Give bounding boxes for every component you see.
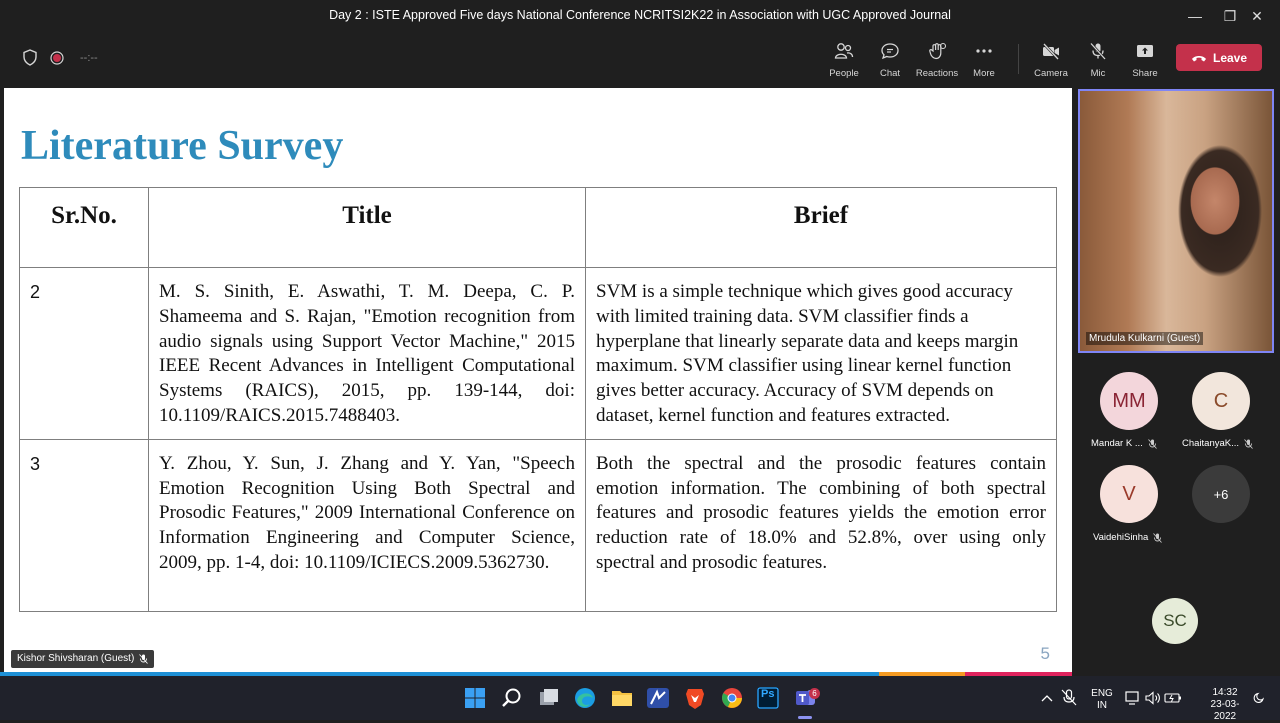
windows-start-icon[interactable]	[463, 686, 487, 710]
row-brief: SVM is a simple technique which gives good accuracy with limited training data. SVM classifier finds a hyperplane that linearly separate data and keeps margin maximum. SVM classifier using linear kernel function gives better accuracy. Accuracy of SVM depends on dataset, kernel function and features extracted.	[586, 268, 1057, 440]
minimize-button[interactable]: —	[1188, 8, 1202, 24]
participant-video-tile[interactable]	[1078, 89, 1274, 353]
share-button[interactable]	[1119, 40, 1171, 80]
table-row	[20, 439, 1057, 611]
volume-icon[interactable]	[1145, 691, 1161, 705]
slide-title: Literature Survey	[21, 123, 344, 169]
presenter-name: Kishor Shivsharan (Guest)	[17, 653, 135, 664]
more-label: More	[973, 68, 995, 79]
presentation-slide	[4, 88, 1072, 672]
window-title: Day 2 : ISTE Approved Five days National Conference NCRITSI2K22 in Association with UGC Approved Journal	[329, 8, 951, 22]
shield-icon	[22, 49, 38, 66]
table-row	[20, 268, 1057, 440]
toolbar-divider	[1018, 44, 1019, 74]
avatar-name	[1182, 438, 1253, 449]
avatar-name	[1093, 532, 1162, 543]
notifications-icon[interactable]	[1253, 692, 1265, 704]
mic-muted-icon	[1148, 439, 1157, 449]
avatar[interactable]	[1192, 372, 1250, 430]
leave-label: Leave	[1212, 50, 1248, 65]
active-app-indicator	[798, 716, 812, 719]
teams-notification-badge: 6	[809, 688, 820, 699]
slide-page-number: 5	[1040, 644, 1050, 663]
chat-label: Chat	[879, 68, 901, 79]
input-language[interactable]	[1090, 688, 1114, 712]
mic-muted-tray-icon[interactable]	[1061, 689, 1077, 706]
mic-off-icon	[1088, 42, 1108, 60]
header-brief: Brief	[586, 188, 1057, 268]
windows-taskbar	[0, 676, 1280, 720]
camera-label: Camera	[1034, 68, 1068, 79]
people-icon	[834, 42, 854, 60]
camera-off-icon	[1041, 42, 1061, 60]
share-icon	[1135, 42, 1155, 60]
avatar-name	[1091, 438, 1157, 449]
clock[interactable]	[1202, 687, 1248, 723]
edge-browser-icon[interactable]	[573, 686, 597, 710]
maximize-button[interactable]: ❐	[1223, 8, 1237, 24]
task-view-icon[interactable]	[537, 686, 561, 710]
row-sr: 3	[20, 439, 149, 611]
display-icon[interactable]	[1125, 691, 1141, 705]
more-participants-button[interactable]	[1192, 465, 1250, 523]
language-code: ENG	[1091, 688, 1113, 699]
row-brief: Both the spectral and the prosodic features contain emotion information. The combining of both spectral features and prosodic features yields the emotion error reduction rate of 18.0% and 52.8%, over using only spectral and prosodic features.	[586, 439, 1057, 611]
clock-date: 23-03-2022	[1210, 699, 1240, 722]
search-icon[interactable]	[500, 686, 524, 710]
recording-icon	[50, 51, 64, 65]
avatar-initials: SC	[1163, 611, 1187, 630]
camera-button[interactable]	[1025, 40, 1077, 80]
region-code: IN	[1097, 700, 1107, 711]
reactions-button[interactable]	[911, 40, 963, 80]
mic-muted-icon	[1153, 533, 1162, 543]
battery-icon[interactable]	[1164, 692, 1182, 704]
avatar-initials: V	[1122, 482, 1136, 505]
window-title-bar	[0, 0, 1280, 32]
meeting-toolbar	[0, 32, 1280, 86]
clock-time: 14:32	[1212, 687, 1238, 698]
video-participant-name: Mrudula Kulkarni (Guest)	[1086, 332, 1203, 345]
more-icon	[974, 42, 994, 60]
avatar-name-text: ChaitanyaK...	[1182, 438, 1240, 449]
file-explorer-icon[interactable]	[610, 686, 634, 710]
shared-content-stage	[0, 86, 1072, 676]
reactions-icon	[927, 42, 947, 60]
more-participants-count: +6	[1213, 486, 1229, 502]
close-button[interactable]: ✕	[1251, 8, 1263, 24]
chat-button[interactable]	[864, 40, 916, 80]
photoshop-icon-label: Ps	[761, 688, 775, 700]
header-sr: Sr.No.	[20, 188, 149, 268]
people-label: People	[829, 68, 859, 79]
avatar-initials: MM	[1112, 389, 1146, 412]
table-header-row	[20, 188, 1057, 268]
mic-label: Mic	[1090, 68, 1106, 79]
chevron-up-icon[interactable]	[1041, 693, 1053, 703]
brave-browser-icon[interactable]	[683, 686, 707, 710]
avatar-name-text: VaidehiSinha	[1093, 532, 1149, 543]
chat-icon	[880, 42, 900, 60]
avatar[interactable]	[1152, 598, 1198, 644]
row-sr: 2	[20, 268, 149, 440]
people-button[interactable]	[818, 40, 870, 80]
more-button[interactable]	[958, 40, 1010, 80]
chrome-browser-icon[interactable]	[720, 686, 744, 710]
row-title: M. S. Sinith, E. Aswathi, T. M. Deepa, C. P. Shameema and S. Rajan, "Emotion recognition from audio signals using Support Vector Machine," 2015 IEEE Recent Advances in Intelligent Computational Systems (RAICS), 2015, pp. 139-144, doi: 10.1109/RAICS.2015.7488403.	[149, 268, 586, 440]
header-title: Title	[149, 188, 586, 268]
presenter-name-tag	[11, 650, 154, 668]
leave-button[interactable]	[1176, 44, 1262, 71]
mic-button[interactable]	[1072, 40, 1124, 80]
row-title: Y. Zhou, Y. Sun, J. Zhang and Y. Yan, "Speech Emotion Recognition Using Both Spectral and Prosodic Features," 2009 International Conference on Information Engineering and Computer Science, 2009, pp. 1-4, doi: 10.1109/ICIECS.2009.5362730.	[149, 439, 586, 611]
phone-hangup-icon	[1191, 53, 1207, 63]
avatar[interactable]	[1100, 465, 1158, 523]
mic-muted-icon	[139, 654, 148, 664]
avatar-initials: C	[1213, 389, 1229, 412]
avatar[interactable]	[1100, 372, 1158, 430]
meeting-timer: --:--	[80, 51, 98, 64]
literature-table	[19, 187, 1057, 612]
avatar-name-text: Mandar K ...	[1091, 438, 1143, 449]
reactions-label: Reactions	[915, 68, 959, 79]
mic-muted-icon	[1244, 439, 1253, 449]
share-label: Share	[1132, 68, 1158, 79]
app-icon[interactable]	[646, 686, 670, 710]
